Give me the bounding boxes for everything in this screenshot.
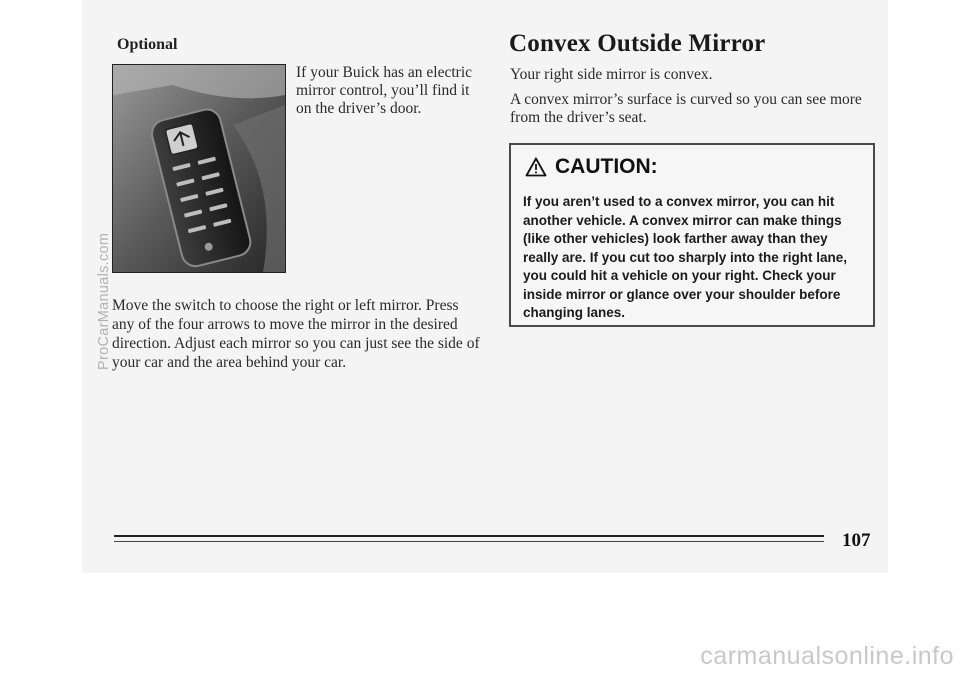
convex-description-paragraph: A convex mirror’s surface is curved so you can see more from the driver’s seat. <box>510 91 862 126</box>
mirror-instructions: Move the switch to choose the right or left mirror. Press any of the four arrows to move the mirror in the desired direction. Adjust each mirror so you can just see the side of your car and the area behind your car. <box>112 297 480 371</box>
caution-header <box>525 155 658 179</box>
caution-text: If you aren’t used to a convex mirror, you can hit another vehicle. A convex mirror can make things (like other vehicles) look farther away than they really are. If you cut too sharply into the right lane, you could hit a vehicle on your right. Check your inside mirror or glance over your shoulder before changing lanes. <box>523 194 848 320</box>
footer-rule <box>114 535 824 537</box>
caution-title: CAUTION: <box>555 155 658 178</box>
mirror-control-photo <box>112 64 286 273</box>
footer-rule-thin <box>114 541 824 542</box>
intro-text: If your Buick has an electric mirror control, you’ll find it on the driver’s door. <box>296 64 473 117</box>
bottom-watermark: carmanualsonline.info <box>700 642 954 670</box>
warning-triangle-icon <box>525 157 547 177</box>
page-title: Convex Outside Mirror <box>509 30 766 57</box>
page-number: 107 <box>842 530 871 551</box>
section-label: Optional <box>117 36 178 53</box>
convex-paragraph: Your right side mirror is convex. <box>510 66 713 83</box>
caution-box <box>509 143 875 327</box>
